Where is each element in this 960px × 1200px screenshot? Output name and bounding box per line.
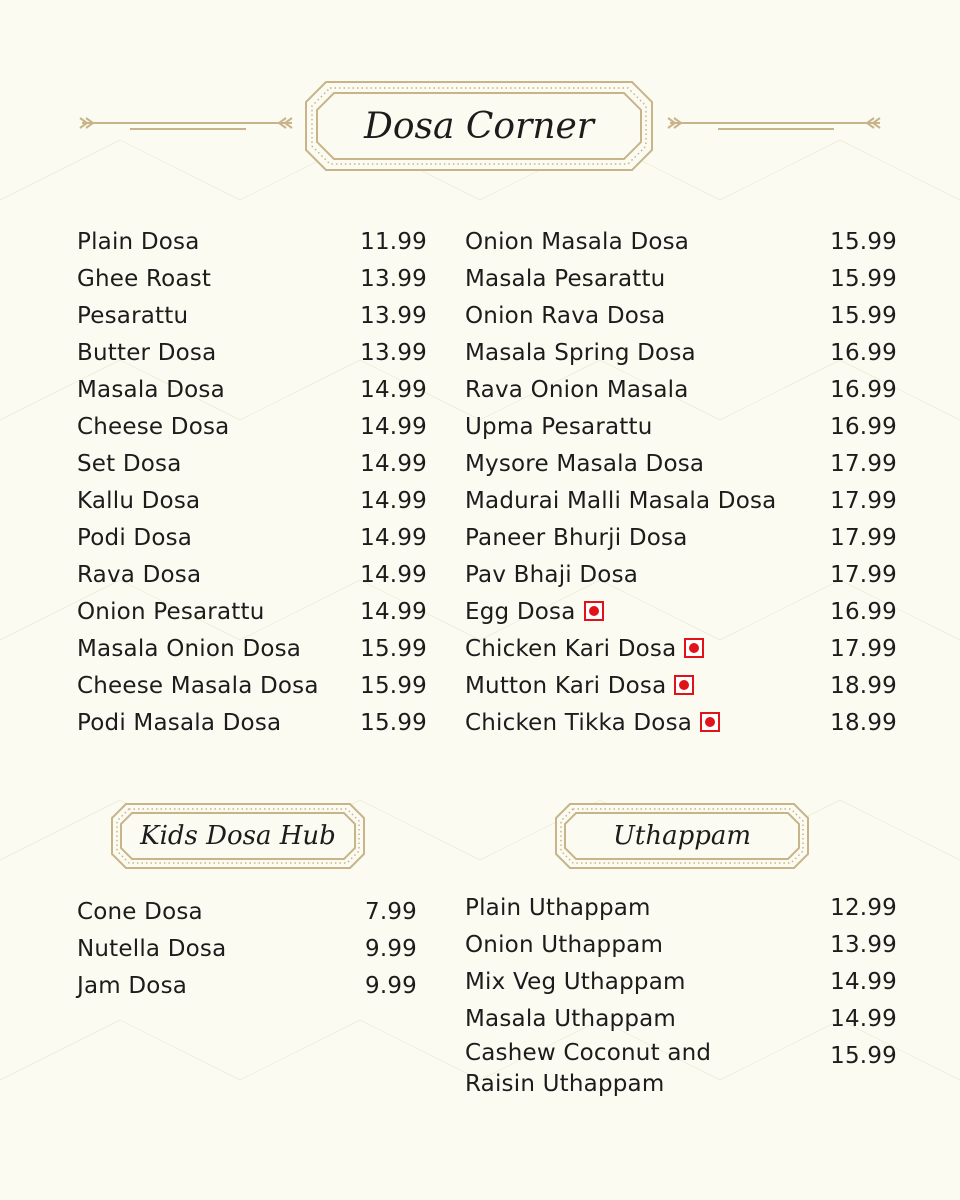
menu-item-name: Masala Onion Dosa [77, 636, 302, 662]
menu-item-name: Jam Dosa [77, 973, 188, 999]
menu-item [465, 964, 897, 1001]
menu-item [77, 931, 417, 968]
menu-item-name: Cheese Dosa [77, 414, 230, 440]
menu-item-price: 15.99 [360, 710, 427, 736]
menu-item [77, 409, 427, 446]
menu-item-price: 13.99 [360, 266, 427, 292]
menu-item-name: Mutton Kari Dosa [465, 668, 694, 705]
menu-item [465, 409, 897, 446]
dosa-corner-title-frame [304, 80, 654, 172]
menu-item-name: Rava Dosa [77, 562, 202, 588]
uthappam-list [465, 890, 897, 1106]
menu-item [465, 372, 897, 409]
menu-item-name: Butter Dosa [77, 340, 217, 366]
menu-item-name: Plain Dosa [77, 229, 200, 255]
menu-item [465, 446, 897, 483]
right-ornament-rule [666, 115, 882, 135]
menu-item [465, 483, 897, 520]
menu-item-price: 7.99 [364, 899, 417, 925]
menu-item-name: Mix Veg Uthappam [465, 969, 686, 995]
menu-item-price: 16.99 [830, 414, 897, 440]
menu-item [465, 1001, 897, 1038]
menu-item-name: Masala Dosa [77, 377, 225, 403]
menu-item-name: Podi Masala Dosa [77, 710, 282, 736]
menu-item-price: 14.99 [360, 377, 427, 403]
menu-item-name: Nutella Dosa [77, 936, 227, 962]
menu-item-price: 14.99 [360, 562, 427, 588]
non-veg-symbol-icon [684, 638, 704, 658]
menu-item-price: 15.99 [830, 303, 897, 329]
menu-item-price: 15.99 [360, 636, 427, 662]
menu-item-name: Cone Dosa [77, 899, 203, 925]
uthappam-title: Uthappam [612, 821, 752, 851]
menu-item [465, 668, 897, 705]
kids-dosa-hub-title-frame [110, 802, 366, 870]
menu-item-name: Ghee Roast [77, 266, 212, 292]
menu-item-price: 13.99 [360, 340, 427, 366]
menu-item-price: 17.99 [830, 525, 897, 551]
menu-item-price: 17.99 [830, 562, 897, 588]
menu-item [77, 968, 417, 1005]
menu-item-price: 16.99 [830, 340, 897, 366]
dosa-corner-right-list [465, 224, 897, 742]
menu-item [77, 557, 427, 594]
menu-item-name: Plain Uthappam [465, 895, 651, 921]
menu-item-name: Onion Rava Dosa [465, 303, 666, 329]
menu-item-name: Chicken Tikka Dosa [465, 705, 720, 742]
menu-item-name: Kallu Dosa [77, 488, 201, 514]
menu-item [465, 557, 897, 594]
menu-item [77, 446, 427, 483]
dosa-corner-title: Dosa Corner [363, 105, 595, 147]
menu-item [465, 594, 897, 631]
menu-item-price: 14.99 [830, 1006, 897, 1032]
dosa-corner-left-list [77, 224, 427, 742]
menu-item-name: Onion Pesarattu [77, 599, 265, 625]
menu-item-name: Egg Dosa [465, 594, 604, 631]
menu-item [77, 631, 427, 668]
left-ornament-rule [78, 115, 294, 135]
menu-item-name: Upma Pesarattu [465, 414, 653, 440]
menu-item-price: 14.99 [360, 414, 427, 440]
menu-item-price: 16.99 [830, 377, 897, 403]
menu-item-name: Onion Uthappam [465, 932, 664, 958]
menu-item-price: 15.99 [360, 673, 427, 699]
menu-item [77, 224, 427, 261]
menu-item [77, 520, 427, 557]
menu-item [465, 520, 897, 557]
menu-item-price: 14.99 [360, 525, 427, 551]
menu-item-price: 11.99 [360, 229, 427, 255]
menu-item-price: 17.99 [830, 488, 897, 514]
menu-item [465, 927, 897, 964]
menu-item [465, 298, 897, 335]
non-veg-symbol-icon [700, 712, 720, 732]
menu-item [77, 668, 427, 705]
menu-item-price: 18.99 [830, 710, 897, 736]
menu-item [465, 1038, 897, 1106]
menu-item-name: Masala Spring Dosa [465, 340, 696, 366]
menu-item-name: Madurai Malli Masala Dosa [465, 488, 777, 514]
menu-item-name: Podi Dosa [77, 525, 193, 551]
menu-item-price: 14.99 [830, 969, 897, 995]
menu-item-price: 14.99 [360, 451, 427, 477]
menu-item [77, 372, 427, 409]
menu-item-name: Pav Bhaji Dosa [465, 562, 639, 588]
menu-item-price: 15.99 [830, 1043, 897, 1069]
non-veg-symbol-icon [584, 601, 604, 621]
menu-item-price: 18.99 [830, 673, 897, 699]
menu-item-name: Rava Onion Masala [465, 377, 689, 403]
menu-item-name: Pesarattu [77, 303, 189, 329]
menu-item-price: 15.99 [830, 229, 897, 255]
menu-item-name: Cheese Masala Dosa [77, 673, 319, 699]
menu-item-price: 13.99 [360, 303, 427, 329]
kids-dosa-hub-list [77, 894, 417, 1005]
uthappam-title-frame [554, 802, 810, 870]
menu-item [77, 335, 427, 372]
kids-dosa-hub-title: Kids Dosa Hub [140, 821, 336, 851]
menu-item-name: Masala Pesarattu [465, 266, 666, 292]
menu-item-name: Mysore Masala Dosa [465, 451, 705, 477]
menu-item [465, 335, 897, 372]
menu-item-price: 14.99 [360, 599, 427, 625]
menu-item-price: 9.99 [364, 936, 417, 962]
menu-item-price: 16.99 [830, 599, 897, 625]
menu-item [77, 705, 427, 742]
menu-item-name: Set Dosa [77, 451, 182, 477]
menu-item-price: 17.99 [830, 451, 897, 477]
menu-item [77, 298, 427, 335]
menu-item-name: Paneer Bhurji Dosa [465, 525, 688, 551]
menu-item-price: 15.99 [830, 266, 897, 292]
menu-item-price: 12.99 [830, 895, 897, 921]
menu-item [77, 894, 417, 931]
menu-item-name: Chicken Kari Dosa [465, 631, 704, 668]
menu-item-name: Masala Uthappam [465, 1006, 677, 1032]
menu-item-name: Cashew Coconut and Raisin Uthappam [465, 1040, 712, 1097]
menu-item [465, 261, 897, 298]
menu-item [77, 261, 427, 298]
menu-item [77, 594, 427, 631]
menu-item-name: Onion Masala Dosa [465, 229, 690, 255]
non-veg-symbol-icon [674, 675, 694, 695]
menu-item-price: 14.99 [360, 488, 427, 514]
menu-item [465, 631, 897, 668]
menu-item-price: 9.99 [364, 973, 417, 999]
menu-item [465, 705, 897, 742]
menu-item [465, 224, 897, 261]
menu-item-price: 17.99 [830, 636, 897, 662]
menu-item [77, 483, 427, 520]
menu-item-price: 13.99 [830, 932, 897, 958]
menu-item [465, 890, 897, 927]
